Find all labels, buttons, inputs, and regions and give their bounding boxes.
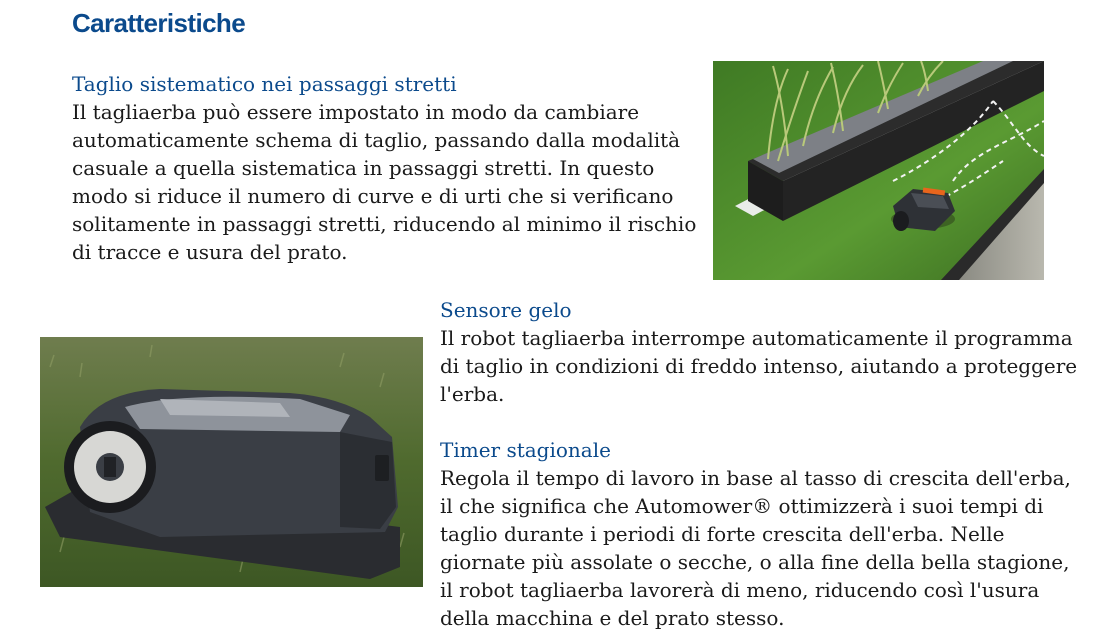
section-heading-frost-sensor: Sensore gelo	[440, 298, 572, 322]
section-heading-systematic-cutting: Taglio sistematico nei passaggi stretti	[72, 72, 457, 96]
section-body-systematic-cutting: Il tagliaerba può essere impostato in modo da cambiare automaticamente schema di taglio, passando dalla modalità casuale a quella sistematica in passaggi stretti. In questo modo si riduce il numero di curve e di urti che si verificano solitamente in passaggi stretti, riducendo al minimo il rischio di tracce e usura del prato.	[72, 100, 697, 264]
section-systematic-cutting	[72, 70, 702, 266]
frosty-mower-photo	[40, 337, 423, 587]
section-seasonal-timer	[440, 436, 1080, 632]
section-body-frost-sensor: Il robot tagliaerba interrompe automaticamente il programma di taglio in condizioni di freddo intenso, aiutando a proteggere l'erba.	[440, 326, 1078, 406]
robot-mower-icon	[64, 389, 398, 537]
mower-narrow-passage-illustration	[713, 61, 1044, 280]
frosty-mower-illustration	[40, 337, 423, 587]
section-heading-seasonal-timer: Timer stagionale	[440, 438, 611, 462]
section-frost-sensor	[440, 296, 1080, 408]
section-body-seasonal-timer: Regola il tempo di lavoro in base al tasso di crescita dell'erba, il che significa che Automower® ottimizzerà i suoi tempi di taglio durante i periodi di forte crescita dell'erba. Nelle giornate più assolate o secche, o alla fine della bella stagione, il robot tagliaerba lavorerà di meno, riducendo così l'usura della macchina e del prato stesso.	[440, 466, 1071, 630]
page-title: Caratteristiche	[72, 8, 246, 38]
mower-narrow-passage-photo	[713, 61, 1044, 280]
